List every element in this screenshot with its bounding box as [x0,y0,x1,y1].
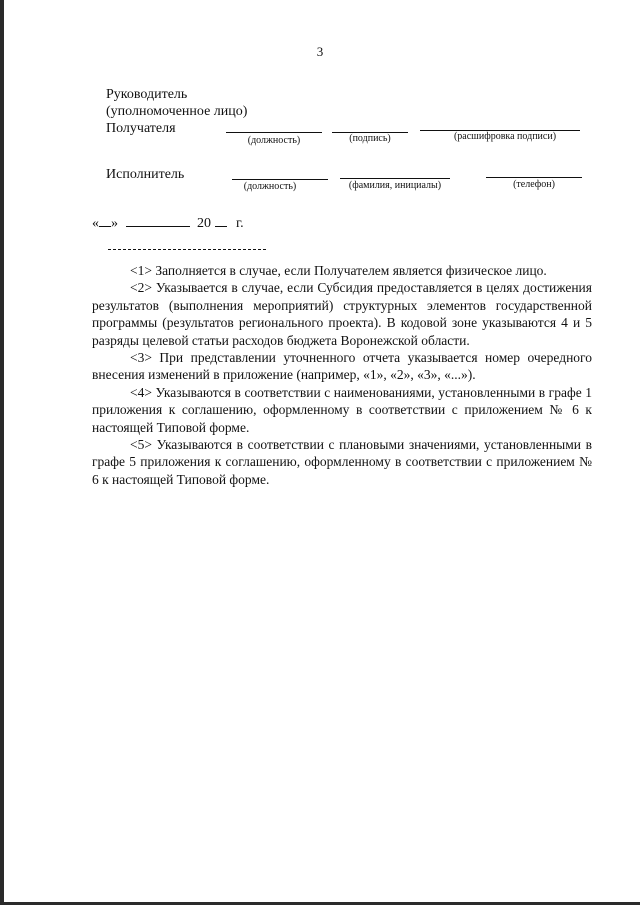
footnote-1: <1> Заполняется в случае, если Получателем является физическое лицо. [130,263,547,278]
page-number: 3 [316,44,324,59]
executor-phone-line [486,177,582,178]
head-label-line1: Руководитель [106,87,188,102]
footnote-3: <3> При представлении уточненного отчета указывается номер очередного внесения изменений в приложение (например, «1», «2», «3», «...»). [92,350,592,383]
footnote-separator [108,249,266,250]
date-month-blank [126,212,190,227]
footnote-4: <4> Указываются в соответствии с наименованиями, установленными в графе 1 приложения к соглашению, оформленному в соответствии с приложением № 6 к настоящей Типовой форме. [92,384,592,435]
executor-name-line [340,178,450,179]
footnote-2: <2> Указывается в случае, если Субсидия предоставляется в целях достижения результатов (выполнения мероприятий) структурных элементов государственной программы (результатов регионального проекта). В кодовой зоне указываются 4 и 5 разряды целевой статьи расходов бюджета Воронежской области. [92,280,592,348]
date-close-quote: » [111,216,118,231]
executor-label: Исполнитель [106,167,185,182]
executor-name-caption: (фамилия, инициалы) [348,180,442,191]
footnotes [92,262,592,488]
date-year-blank [215,212,227,227]
head-position-line [226,132,322,133]
head-label-line3: Получателя [106,121,176,136]
head-signature-caption: (подпись) [349,133,391,144]
footnote-5: <5> Указываются в соответствии с плановыми значениями, установленными в графе 5 приложения к соглашению, оформленному в соответствии с приложением № 6 к настоящей Типовой форме. [92,437,592,487]
head-label-line2: (уполномоченное лицо) [106,104,248,119]
executor-position-caption: (должность) [243,181,297,192]
executor-position-line [232,179,328,180]
date-day-blank [99,212,111,227]
date-open-quote: « [92,216,99,231]
executor-phone-caption: (телефон) [513,179,555,190]
head-position-caption: (должность) [247,135,301,146]
date-line [92,212,244,232]
head-decoding-caption: (расшифровка подписи) [453,131,557,142]
page-edge-left [0,0,4,905]
date-year-prefix: 20 [197,216,211,231]
date-year-suffix: г. [236,216,244,231]
